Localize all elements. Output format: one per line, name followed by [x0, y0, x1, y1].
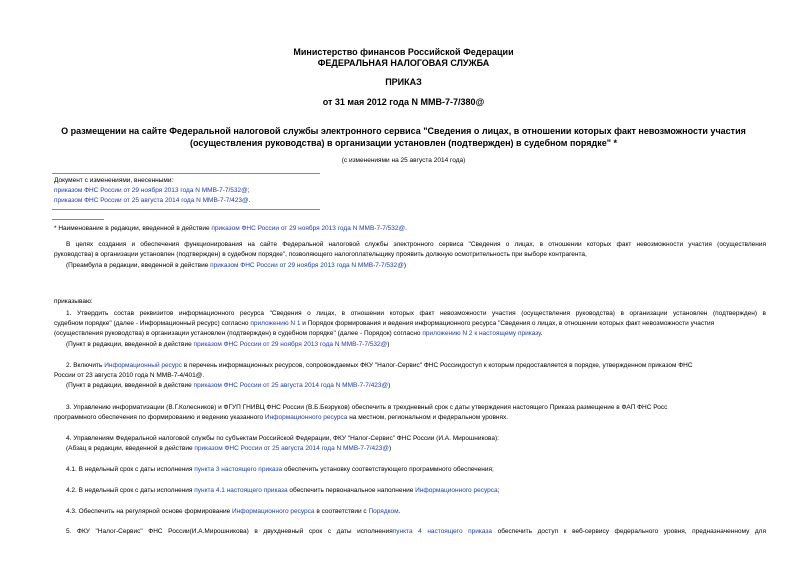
item-4-1: 4.1. В недельный срок с даты исполнения пункта 3 настоящего приказа обеспечить установку соответствующего программного обеспечения;	[66, 466, 494, 473]
procedure-link[interactable]: Порядком	[368, 508, 399, 515]
item-3-line1: 3. Управлению информатизации (В.Г.Колесников) и ФГУП ГНИВЦ ФНС России (В.Б.Безруков) обеспечить в трехдневный срок с даты утверждения настоящего Приказа размещение в ФАП ФНС Росс	[66, 404, 668, 411]
item-3-line2: программного обеспечения по формированию и ведению указанного Информационного ресурса на местном, региональном и федеральном уровнях.	[54, 414, 509, 421]
preamble-note: (Преамбула в редакции, введенной в действие приказом ФНС России от 29 ноября 2013 года N ММВ-7-7/532@)	[66, 262, 407, 269]
document-title-line1: О размещении на сайте Федеральной налоговой службы электронного сервиса "Сведения о лицах, в отношении которых факт невозможности участия	[61, 126, 746, 136]
footnote-link[interactable]: приказом ФНС России от 29 ноября 2013 года N ММВ-7-7/532@	[211, 225, 406, 232]
changes-link-2[interactable]: приказом ФНС России от 25 августа 2014 года N ММВ-7-7/423@	[54, 197, 249, 204]
item-1-line2: судебном порядке" (далее - Информационный ресурс) согласно приложению N 1 и Порядок формирования и ведения информационного ресурса "Сведения о лицах, в отношении которых факт невозможности участия	[54, 320, 715, 327]
info-resource-link[interactable]: Информационного ресурса	[232, 508, 315, 515]
item-1-line3: (осуществления руководства) в организации установлен (подтвержден) в судебном порядке" (далее - Порядок) согласно приложению N 2 к настоящему приказу.	[54, 330, 543, 337]
item-2-note-link[interactable]: приказом ФНС России от 25 августа 2014 года N ММВ-7-7/423@	[193, 382, 389, 389]
service-heading: ФЕДЕРАЛЬНАЯ НАЛОГОВАЯ СЛУЖБА	[317, 58, 490, 68]
preamble-line2: руководства) в организации установлен (подтвержден) в судебном порядке", позволяющего налогоплательщику проявить должную осмотрительность при выборе контрагента,	[54, 251, 587, 258]
revision-note: (с изменениями на 25 августа 2014 года)	[341, 157, 466, 164]
item-1-line1: 1. Утвердить состав реквизитов информационного ресурса "Сведения о лицах, в отношении которых факт невозможности участия (осуществления руководства) в организации установлен (подтвержден) в	[66, 310, 766, 317]
document-title-line2: (осуществления руководства) в организации установлен (подтвержден) в судебном порядке" *	[189, 138, 618, 148]
item-1-note-link[interactable]: приказом ФНС России от 29 ноября 2013 года N ММВ-7-7/532@	[193, 341, 388, 348]
date-number-heading: от 31 мая 2012 года N ММВ-7-7/380@	[322, 97, 485, 107]
item-2-note: (Пункт в редакции, введенной в действие приказом ФНС России от 25 августа 2014 года N ММВ-7-7/423@)	[66, 382, 391, 389]
info-resource-link[interactable]: Информационного ресурса	[264, 414, 348, 421]
info-resource-link[interactable]: Информационного ресурса	[415, 487, 498, 494]
divider	[52, 209, 320, 210]
ministry-heading: Министерство финансов Российской Федерации	[293, 47, 514, 57]
item-2-line1: 2. Включить Информационный ресурс в перечень информационных ресурсов, сопровождаемых ФКУ "Налог-Сервис" ФНС Россиидоступ к которым предоставляется в порядке, утвержденном приказом ФНС	[66, 362, 693, 369]
doc-type-heading: ПРИКАЗ	[385, 77, 422, 87]
item-4-note: (Абзац в редакции, введенной в действие приказом ФНС России от 25 августа 2014 года N ММВ-7-7/423@)	[66, 445, 392, 452]
appendix-2-link[interactable]: приложению N 2 к настоящему приказу	[422, 330, 541, 337]
item-4-2: 4.2. В недельный срок с даты исполнения пункта 4.1 настоящего приказа обеспечить первоначальное наполнение Информационного ресурса;	[66, 487, 500, 494]
changes-item: приказом ФНС России от 25 августа 2014 года N ММВ-7-7/423@.	[54, 197, 251, 204]
item-2-line2: России от 23 августа 2010 года N ММВ-7-4/401@.	[54, 372, 205, 379]
footnote: * Наименование в редакции, введенной в действие приказом ФНС России от 29 ноября 2013 года N ММВ-7-7/532@.	[54, 225, 407, 232]
item-4-link[interactable]: пункта 4 настоящего приказа	[392, 528, 493, 535]
changes-intro: Документ с изменениями, внесенными:	[54, 177, 174, 184]
info-resource-link[interactable]: Информационный ресурс	[104, 362, 182, 369]
item-3-link[interactable]: пункта 3 настоящего приказа	[194, 466, 283, 473]
item-1-note: (Пункт в редакции, введенной в действие приказом ФНС России от 29 ноября 2013 года N ММВ-7-7/532@)	[66, 341, 390, 348]
item-4-1-link[interactable]: пункта 4.1 настоящего приказа	[194, 487, 288, 494]
changes-item: приказом ФНС России от 29 ноября 2013 года N ММВ-7-7/532@;	[54, 187, 250, 194]
preamble-note-link[interactable]: приказом ФНС России от 29 ноября 2013 года N ММВ-7-7/532@	[210, 262, 404, 269]
item-5-line1: 5. ФКУ "Налог-Сервис" ФНС России(И.А.Мирошникова) в двухдневный срок с даты исполненияпункта 4 настоящего приказа обеспечить доступ к веб-сервису федерального уровня, предназначенному для	[66, 528, 766, 535]
order-word: приказываю:	[54, 298, 93, 305]
footnote-divider	[52, 219, 104, 220]
divider	[52, 173, 320, 174]
item-4-note-link[interactable]: приказом ФНС России от 25 августа 2014 года N ММВ-7-7/423@	[194, 445, 389, 452]
item-4-3: 4.3. Обеспечить на регулярной основе формирование Информационного ресурса в соответствии с Порядком.	[66, 508, 401, 515]
appendix-1-link[interactable]: приложению N 1	[250, 320, 301, 327]
preamble-line1: В целях создания и обеспечения функционирования на сайте Федеральной налоговой службы электронного сервиса "Сведения о лицах, в отношении которых факт невозможности участия (осуществления	[66, 241, 766, 248]
changes-link-1[interactable]: приказом ФНС России от 29 ноября 2013 года N ММВ-7-7/532@	[54, 187, 248, 194]
item-4-line1: 4. Управлениям Федеральной налоговой службы по субъектам Российской Федерации, ФКУ "Налог-Сервис" ФНС России (И.А. Мирошникова):	[66, 435, 499, 442]
